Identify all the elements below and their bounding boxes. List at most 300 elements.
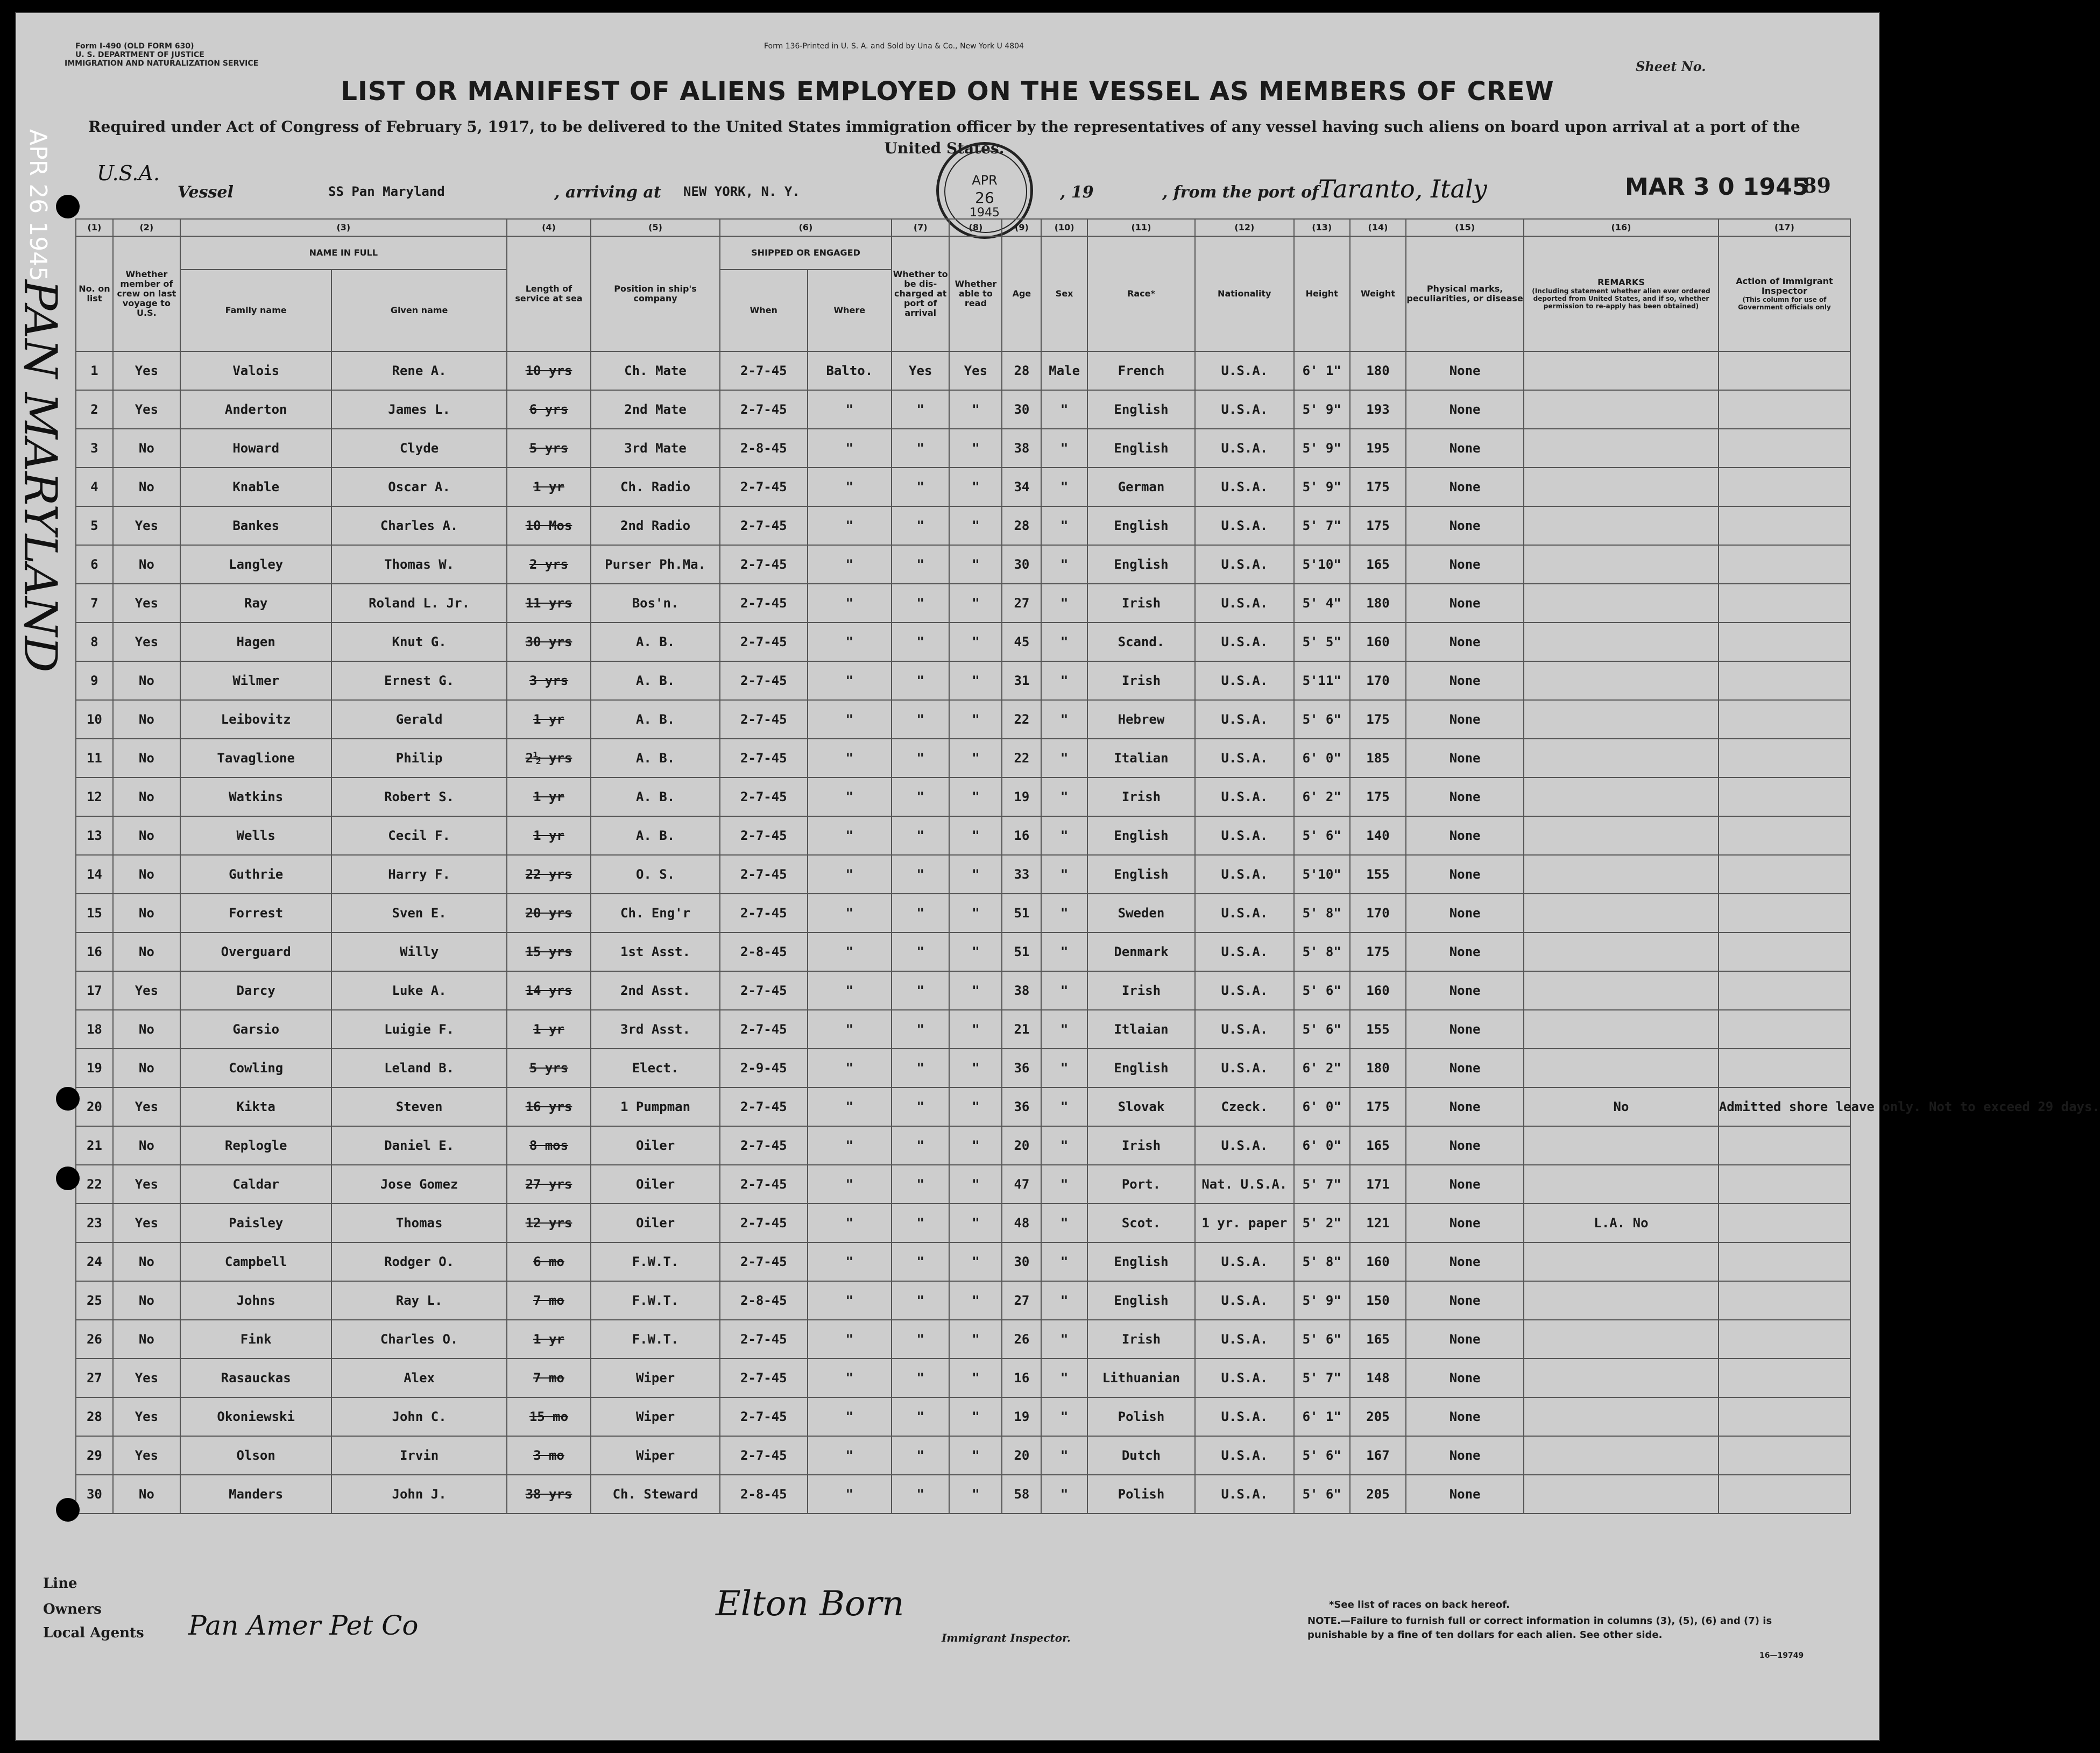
shipped-where-cell: " — [808, 429, 892, 468]
given-name-cell: Charles A. — [331, 506, 506, 545]
shipped-when-cell: 2-7-45 — [720, 351, 808, 390]
margin-handwritten-vessel: PAN MARYLAND — [14, 280, 67, 673]
remarks-cell — [1524, 894, 1719, 932]
remarks-cell — [1524, 506, 1719, 545]
family-name-cell: Knable — [180, 468, 332, 506]
remarks-cell — [1524, 584, 1719, 623]
age-cell: 51 — [1002, 932, 1041, 971]
height-cell: 5' 5" — [1294, 623, 1350, 661]
given-name-cell: Roland L. Jr. — [331, 584, 506, 623]
row-number-cell: 5 — [76, 506, 113, 545]
nationality-cell: U.S.A. — [1195, 1010, 1294, 1049]
table-row — [76, 1475, 1850, 1514]
height-cell: 6' 0" — [1294, 1126, 1350, 1165]
family-name-cell: Manders — [180, 1475, 332, 1514]
position-cell: Ch. Mate — [591, 351, 720, 390]
race-cell: English — [1087, 1281, 1195, 1320]
table-row — [76, 894, 1850, 932]
stamped-date: MAR 3 0 1945 — [1625, 173, 1809, 201]
shipped-where-cell: " — [808, 777, 892, 816]
col-member-last-voyage: Whether member of crew on last voyage to U.S. — [113, 236, 180, 351]
race-cell: English — [1087, 1049, 1195, 1087]
discharged-cell: " — [892, 1475, 949, 1514]
races-note: *See list of races on back hereof. — [1329, 1599, 1510, 1610]
race-cell: English — [1087, 855, 1195, 894]
table-row — [76, 700, 1850, 739]
weight-cell: 155 — [1350, 855, 1406, 894]
nationality-cell: U.S.A. — [1195, 545, 1294, 584]
table-row — [76, 1397, 1850, 1436]
height-cell: 5' 7" — [1294, 1359, 1350, 1397]
physical-marks-cell: None — [1406, 351, 1524, 390]
physical-marks-cell: None — [1406, 1242, 1524, 1281]
last-voyage-cell: Yes — [113, 1165, 180, 1204]
length-of-service-cell: 1 yr — [507, 816, 591, 855]
race-cell: English — [1087, 390, 1195, 429]
remarks-cell — [1524, 777, 1719, 816]
shipped-when-cell: 2-7-45 — [720, 1087, 808, 1126]
col-number-8: (8) — [949, 219, 1002, 236]
last-voyage-cell: Yes — [113, 584, 180, 623]
position-cell: A. B. — [591, 816, 720, 855]
sex-cell: Male — [1041, 351, 1087, 390]
last-voyage-cell: Yes — [113, 971, 180, 1010]
row-number-cell: 27 — [76, 1359, 113, 1397]
length-of-service-cell: 38 yrs — [507, 1475, 591, 1514]
remarks-cell — [1524, 1359, 1719, 1397]
given-name-cell: Oscar A. — [331, 468, 506, 506]
shipped-when-cell: 2-7-45 — [720, 1359, 808, 1397]
sex-cell: " — [1041, 468, 1087, 506]
col-number-15: (15) — [1406, 219, 1524, 236]
race-cell: Slovak — [1087, 1087, 1195, 1126]
shipped-where-cell: " — [808, 390, 892, 429]
nationality-cell: Czeck. — [1195, 1087, 1294, 1126]
given-name-cell: Rodger O. — [331, 1242, 506, 1281]
height-cell: 6' 1" — [1294, 351, 1350, 390]
family-name-cell: Ray — [180, 584, 332, 623]
last-voyage-cell: Yes — [113, 390, 180, 429]
nationality-cell: U.S.A. — [1195, 700, 1294, 739]
shipped-where-cell: " — [808, 816, 892, 855]
length-of-service-cell: 7 mo — [507, 1281, 591, 1320]
penalty-note: NOTE.—Failure to furnish full or correct information in columns (3), (5), (6) and (7) is punishable by a fine of ten dollars for each alien. See other side. — [1307, 1615, 1772, 1641]
given-name-cell: Rene A. — [331, 351, 506, 390]
physical-marks-cell: None — [1406, 777, 1524, 816]
punch-hole — [56, 1087, 80, 1111]
sex-cell: " — [1041, 1204, 1087, 1242]
physical-marks-cell: None — [1406, 700, 1524, 739]
position-cell: 3rd Asst. — [591, 1010, 720, 1049]
able-to-read-cell: " — [949, 700, 1002, 739]
inspector-action-cell — [1719, 545, 1850, 584]
discharged-cell: " — [892, 1397, 949, 1436]
shipped-where-cell: " — [808, 1320, 892, 1359]
vessel-name: SS Pan Maryland — [328, 184, 445, 199]
physical-marks-cell: None — [1406, 661, 1524, 700]
remarks-cell — [1524, 739, 1719, 777]
row-number-cell: 19 — [76, 1049, 113, 1087]
last-voyage-cell: No — [113, 816, 180, 855]
race-cell: Sweden — [1087, 894, 1195, 932]
age-cell: 28 — [1002, 351, 1041, 390]
table-row — [76, 816, 1850, 855]
height-cell: 5' 6" — [1294, 971, 1350, 1010]
form-code: 16—19749 — [1759, 1651, 1804, 1660]
weight-cell: 170 — [1350, 894, 1406, 932]
race-cell: Irish — [1087, 777, 1195, 816]
table-row — [76, 1126, 1850, 1165]
position-cell: A. B. — [591, 661, 720, 700]
position-cell: 1 Pumpman — [591, 1087, 720, 1126]
discharged-cell: " — [892, 506, 949, 545]
given-name-cell: Luigie F. — [331, 1010, 506, 1049]
last-voyage-cell: Yes — [113, 1359, 180, 1397]
weight-cell: 160 — [1350, 971, 1406, 1010]
shipped-where-cell: " — [808, 1281, 892, 1320]
length-of-service-cell: 1 yr — [507, 777, 591, 816]
col-age: Age — [1002, 236, 1041, 351]
shipped-when-cell: 2-7-45 — [720, 777, 808, 816]
age-cell: 30 — [1002, 390, 1041, 429]
nationality-cell: U.S.A. — [1195, 1359, 1294, 1397]
shipped-when-cell: 2-7-45 — [720, 468, 808, 506]
physical-marks-cell: None — [1406, 584, 1524, 623]
discharged-cell: " — [892, 1010, 949, 1049]
department-name: U. S. DEPARTMENT OF JUSTICE — [75, 51, 204, 59]
height-cell: 5' 6" — [1294, 700, 1350, 739]
inspector-action-cell — [1719, 1436, 1850, 1475]
inspector-action-cell — [1719, 623, 1850, 661]
nationality-cell: U.S.A. — [1195, 855, 1294, 894]
height-cell: 5' 9" — [1294, 390, 1350, 429]
inspector-action-cell — [1719, 390, 1850, 429]
length-of-service-cell: 5 yrs — [507, 1049, 591, 1087]
age-cell: 16 — [1002, 816, 1041, 855]
form-number: Form I-490 (OLD FORM 630) — [75, 42, 194, 51]
able-to-read-cell: " — [949, 1165, 1002, 1204]
race-cell: English — [1087, 1242, 1195, 1281]
sex-cell: " — [1041, 1010, 1087, 1049]
arriving-label: , arriving at — [554, 183, 661, 202]
nationality-cell: U.S.A. — [1195, 1281, 1294, 1320]
inspector-action-cell — [1719, 1242, 1850, 1281]
race-cell: Irish — [1087, 661, 1195, 700]
shipped-where-cell: " — [808, 506, 892, 545]
discharged-cell: " — [892, 1126, 949, 1165]
able-to-read-cell: " — [949, 623, 1002, 661]
height-cell: 6' 1" — [1294, 1397, 1350, 1436]
family-name-cell: Cowling — [180, 1049, 332, 1087]
inspector-action-cell — [1719, 1049, 1850, 1087]
row-number-cell: 3 — [76, 429, 113, 468]
given-name-cell: Alex — [331, 1359, 506, 1397]
col-remarks-note: (Including statement whether alien ever ordered deported from United States, and if so, whether permission to re-apply has been obtained) — [1532, 287, 1710, 310]
height-cell: 5' 7" — [1294, 1165, 1350, 1204]
inspector-action-cell — [1719, 1204, 1850, 1242]
weight-cell: 195 — [1350, 429, 1406, 468]
discharged-cell: " — [892, 1242, 949, 1281]
shipped-where-cell: " — [808, 894, 892, 932]
length-of-service-cell: 1 yr — [507, 700, 591, 739]
discharged-cell: " — [892, 429, 949, 468]
row-number-cell: 13 — [76, 816, 113, 855]
discharged-cell: " — [892, 700, 949, 739]
weight-cell: 175 — [1350, 1087, 1406, 1126]
shipped-when-cell: 2-8-45 — [720, 1281, 808, 1320]
length-of-service-cell: 6 mo — [507, 1242, 591, 1281]
last-voyage-cell: No — [113, 1475, 180, 1514]
shipped-when-cell: 2-7-45 — [720, 855, 808, 894]
height-cell: 5'10" — [1294, 545, 1350, 584]
shipped-when-cell: 2-7-45 — [720, 1320, 808, 1359]
shipped-when-cell: 2-7-45 — [720, 1397, 808, 1436]
given-name-cell: Harry F. — [331, 855, 506, 894]
row-number-cell: 12 — [76, 777, 113, 816]
height-cell: 5' 6" — [1294, 1475, 1350, 1514]
margin-date-stamp: APR 26 1945 — [24, 129, 52, 282]
from-port-label: , from the port of — [1162, 183, 1319, 202]
height-cell: 5'10" — [1294, 855, 1350, 894]
discharged-cell: " — [892, 1359, 949, 1397]
table-row — [76, 932, 1850, 971]
shipped-where-cell: " — [808, 1475, 892, 1514]
physical-marks-cell: None — [1406, 545, 1524, 584]
shipped-where-cell: " — [808, 1010, 892, 1049]
able-to-read-cell: Yes — [949, 351, 1002, 390]
length-of-service-cell: 5 yrs — [507, 429, 591, 468]
shipped-when-cell: 2-7-45 — [720, 506, 808, 545]
inspector-action-cell — [1719, 429, 1850, 468]
able-to-read-cell: " — [949, 1281, 1002, 1320]
length-of-service-cell: 10 yrs — [507, 351, 591, 390]
age-cell: 20 — [1002, 1126, 1041, 1165]
col-number-9: (9) — [1002, 219, 1041, 236]
physical-marks-cell: None — [1406, 1436, 1524, 1475]
last-voyage-cell: No — [113, 545, 180, 584]
able-to-read-cell: " — [949, 971, 1002, 1010]
nationality-cell: U.S.A. — [1195, 390, 1294, 429]
last-voyage-cell: No — [113, 700, 180, 739]
col-physical-marks: Physical marks, peculiarities, or disease — [1406, 236, 1524, 351]
age-cell: 30 — [1002, 1242, 1041, 1281]
length-of-service-cell: 2½ yrs — [507, 739, 591, 777]
last-voyage-cell: No — [113, 1281, 180, 1320]
table-row — [76, 506, 1850, 545]
row-number-cell: 22 — [76, 1165, 113, 1204]
page-number: 89 — [1802, 173, 1831, 197]
age-cell: 19 — [1002, 1397, 1041, 1436]
discharged-cell: " — [892, 584, 949, 623]
age-cell: 36 — [1002, 1087, 1041, 1126]
last-voyage-cell: No — [113, 894, 180, 932]
col-number-16: (16) — [1524, 219, 1719, 236]
weight-cell: 180 — [1350, 351, 1406, 390]
race-cell: English — [1087, 816, 1195, 855]
col-race: Race* — [1087, 236, 1195, 351]
row-number-cell: 1 — [76, 351, 113, 390]
position-cell: A. B. — [591, 777, 720, 816]
position-cell: A. B. — [591, 623, 720, 661]
inspector-label: Immigrant Inspector. — [942, 1631, 1071, 1644]
sex-cell: " — [1041, 1049, 1087, 1087]
position-cell: O. S. — [591, 855, 720, 894]
weight-cell: 167 — [1350, 1436, 1406, 1475]
position-cell: Oiler — [591, 1126, 720, 1165]
discharged-cell: " — [892, 661, 949, 700]
manifest-sheet — [15, 12, 2100, 1741]
able-to-read-cell: " — [949, 1126, 1002, 1165]
given-name-cell: Gerald — [331, 700, 506, 739]
family-name-cell: Olson — [180, 1436, 332, 1475]
given-name-cell: Willy — [331, 932, 506, 971]
physical-marks-cell: None — [1406, 1320, 1524, 1359]
able-to-read-cell: " — [949, 816, 1002, 855]
physical-marks-cell: None — [1406, 1204, 1524, 1242]
position-cell: F.W.T. — [591, 1281, 720, 1320]
weight-cell: 121 — [1350, 1204, 1406, 1242]
row-number-cell: 24 — [76, 1242, 113, 1281]
inspector-action-cell — [1719, 1010, 1850, 1049]
age-cell: 47 — [1002, 1165, 1041, 1204]
family-name-cell: Valois — [180, 351, 332, 390]
race-cell: Lithuanian — [1087, 1359, 1195, 1397]
age-cell: 22 — [1002, 700, 1041, 739]
length-of-service-cell: 11 yrs — [507, 584, 591, 623]
table-row — [76, 584, 1850, 623]
row-number-cell: 4 — [76, 468, 113, 506]
remarks-cell — [1524, 545, 1719, 584]
row-number-cell: 30 — [76, 1475, 113, 1514]
col-weight: Weight — [1350, 236, 1406, 351]
shipped-when-cell: 2-7-45 — [720, 1436, 808, 1475]
able-to-read-cell: " — [949, 1010, 1002, 1049]
remarks-cell — [1524, 1281, 1719, 1320]
family-name-cell: Forrest — [180, 894, 332, 932]
race-cell: Scot. — [1087, 1204, 1195, 1242]
weight-cell: 171 — [1350, 1165, 1406, 1204]
inspector-action-cell — [1719, 1359, 1850, 1397]
inspector-action-cell — [1719, 1126, 1850, 1165]
position-cell: Wiper — [591, 1436, 720, 1475]
last-voyage-cell: No — [113, 1126, 180, 1165]
family-name-cell: Rasauckas — [180, 1359, 332, 1397]
table-row — [76, 468, 1850, 506]
col-length-of-service: Length of service at sea — [507, 236, 591, 351]
table-row — [76, 623, 1850, 661]
family-name-cell: Darcy — [180, 971, 332, 1010]
col-able-to-read: Whether able to read — [949, 236, 1002, 351]
table-row — [76, 1436, 1850, 1475]
height-cell: 6' 0" — [1294, 739, 1350, 777]
discharged-cell: " — [892, 1087, 949, 1126]
given-name-cell: Thomas — [331, 1204, 506, 1242]
family-name-cell: Johns — [180, 1281, 332, 1320]
row-number-cell: 23 — [76, 1204, 113, 1242]
nationality-cell: U.S.A. — [1195, 1436, 1294, 1475]
col-name-in-full: NAME IN FULL — [180, 236, 507, 270]
col-where: Where — [808, 270, 892, 351]
remarks-cell — [1524, 661, 1719, 700]
race-cell: Irish — [1087, 1320, 1195, 1359]
col-number-6: (6) — [720, 219, 892, 236]
position-cell: F.W.T. — [591, 1242, 720, 1281]
shipped-when-cell: 2-7-45 — [720, 1010, 808, 1049]
col-number-7: (7) — [892, 219, 949, 236]
given-name-cell: Steven — [331, 1087, 506, 1126]
inspector-action-cell — [1719, 506, 1850, 545]
col-action-note: (This column for use of Government officials only — [1738, 296, 1831, 311]
able-to-read-cell: " — [949, 1204, 1002, 1242]
height-cell: 5' 8" — [1294, 932, 1350, 971]
row-number-cell: 18 — [76, 1010, 113, 1049]
remarks-cell — [1524, 1165, 1719, 1204]
weight-cell: 180 — [1350, 584, 1406, 623]
height-cell: 5' 4" — [1294, 584, 1350, 623]
position-cell: A. B. — [591, 739, 720, 777]
discharged-cell: " — [892, 816, 949, 855]
race-cell: Irish — [1087, 971, 1195, 1010]
height-cell: 5' 7" — [1294, 506, 1350, 545]
position-cell: 3rd Mate — [591, 429, 720, 468]
last-voyage-cell: No — [113, 661, 180, 700]
length-of-service-cell: 10 Mos — [507, 506, 591, 545]
sex-cell: " — [1041, 1397, 1087, 1436]
year-label: , 19 — [1060, 183, 1094, 202]
able-to-read-cell: " — [949, 661, 1002, 700]
family-name-cell: Watkins — [180, 777, 332, 816]
family-name-cell: Hagen — [180, 623, 332, 661]
inspector-action-cell — [1719, 584, 1850, 623]
shipped-when-cell: 2-9-45 — [720, 1049, 808, 1087]
able-to-read-cell: " — [949, 1359, 1002, 1397]
family-name-cell: Bankes — [180, 506, 332, 545]
shipped-where-cell: " — [808, 584, 892, 623]
length-of-service-cell: 3 mo — [507, 1436, 591, 1475]
weight-cell: 140 — [1350, 816, 1406, 855]
shipped-when-cell: 2-7-45 — [720, 545, 808, 584]
sheet-number-label: Sheet No. — [1636, 59, 1706, 74]
remarks-cell — [1524, 971, 1719, 1010]
age-cell: 48 — [1002, 1204, 1041, 1242]
shipped-where-cell: " — [808, 971, 892, 1010]
length-of-service-cell: 3 yrs — [507, 661, 591, 700]
race-cell: English — [1087, 545, 1195, 584]
age-cell: 21 — [1002, 1010, 1041, 1049]
sex-cell: " — [1041, 545, 1087, 584]
weight-cell: 170 — [1350, 661, 1406, 700]
shipped-where-cell: " — [808, 1436, 892, 1475]
position-cell: Bos'n. — [591, 584, 720, 623]
shipped-where-cell: " — [808, 661, 892, 700]
last-voyage-cell: No — [113, 855, 180, 894]
position-cell: Ch. Steward — [591, 1475, 720, 1514]
sex-cell: " — [1041, 1475, 1087, 1514]
physical-marks-cell: None — [1406, 932, 1524, 971]
discharged-cell: " — [892, 390, 949, 429]
shipped-when-cell: 2-7-45 — [720, 1204, 808, 1242]
row-number-cell: 8 — [76, 623, 113, 661]
punch-hole — [56, 195, 80, 218]
stamp-month: APR — [972, 173, 998, 188]
arrival-port: NEW YORK, N. Y. — [683, 184, 800, 199]
row-number-cell: 11 — [76, 739, 113, 777]
shipped-where-cell: " — [808, 1242, 892, 1281]
able-to-read-cell: " — [949, 468, 1002, 506]
length-of-service-cell: 1 yr — [507, 1320, 591, 1359]
table-row — [76, 1087, 1850, 1126]
discharged-cell: " — [892, 1049, 949, 1087]
